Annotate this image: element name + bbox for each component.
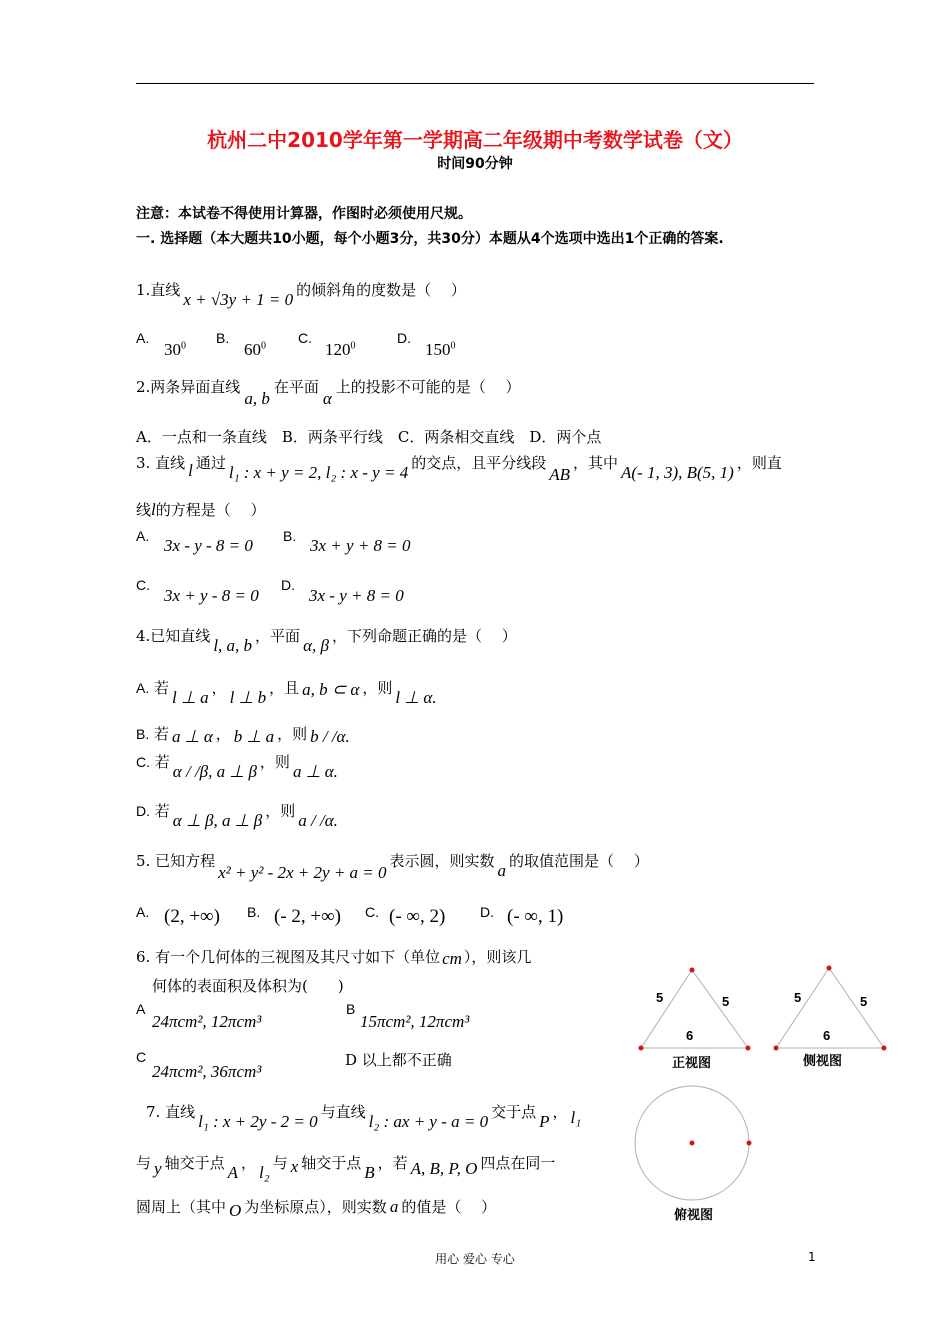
front-view-vertex — [690, 968, 695, 973]
page-subtitle: 时间90分钟 — [437, 156, 513, 172]
q1-post: 的倾斜角的度数是（ ） — [296, 281, 466, 299]
side-view — [774, 966, 887, 1070]
q3-c-label: C. — [136, 577, 150, 593]
header-rule — [136, 83, 814, 84]
q7-stem-2: 与 y 轴交于点 A ， l₂ 与 x 轴交于点 B ，若 A, B, P, O 四点在同一 — [136, 1154, 556, 1182]
q4-option-b: B. 若 a ⊥ α ， b ⊥ a ，则 b / /α. — [136, 725, 350, 746]
q4-stem: 4.已知直线 l, a, b ，平面 α, β ，下列命题正确的是（ ） — [136, 627, 517, 655]
page-number: 1 — [808, 1250, 816, 1264]
q6-a-label: A — [136, 1001, 146, 1017]
side-view-vertex — [774, 1046, 779, 1051]
q2-options: A．一点和一条直线 B．两条平行线 C．两条相交直线 D．两个点 — [136, 428, 602, 446]
q1-b-label: B. — [216, 330, 230, 346]
front-view-triangle — [641, 970, 748, 1048]
q6-c-value: 24πcm², 36πcm³ — [152, 1062, 262, 1081]
q3-a-value: 3x - y - 8 = 0 — [164, 536, 253, 555]
q6-b-label: B — [346, 1001, 356, 1017]
front-base-len: 6 — [686, 1028, 694, 1043]
q5-a-label: A. — [136, 904, 150, 920]
front-view-vertex — [746, 1046, 751, 1051]
notice: 注意：本试卷不得使用计算器，作图时必须使用尺规。 — [136, 206, 472, 222]
q6-stem: 6. 有一个几何体的三视图及其尺寸如下（单位 cm ），则该几 — [136, 948, 532, 968]
q2-ab: a, b — [244, 389, 270, 408]
q4-option-c: C. 若 α / /β, a ⊥ β ，则 a ⊥ α. — [136, 753, 338, 781]
side-view-label: 侧视图 — [803, 1054, 843, 1069]
q5-b-value: (- 2, +∞) — [274, 906, 341, 927]
front-view-vertex — [639, 1046, 644, 1051]
q3-b-value: 3x + y + 8 = 0 — [310, 536, 411, 555]
q2-alpha: α — [322, 389, 332, 408]
q1-stem — [136, 279, 466, 309]
q5-stem: 5. 已知方程x² + y² - 2x + 2y + a = 0表示圆，则实数 a 的取值范围是（ ） — [136, 852, 649, 882]
top-view-edge-point — [747, 1141, 752, 1146]
q1-d-label: D. — [397, 330, 411, 346]
q5-b-label: B. — [247, 904, 261, 920]
q4-option-d: D. 若 α ⊥ β, a ⊥ β ，则 a / /α. — [136, 802, 338, 830]
front-view-label: 正视图 — [672, 1056, 712, 1071]
q1-expr: x + √3y + 1 = 0 — [183, 290, 294, 309]
footer-center: 用心 爱心 专心 — [435, 1252, 515, 1266]
top-view — [635, 1086, 752, 1223]
q6-stem-2: 何体的表面积及体积为( ) — [152, 977, 344, 995]
q1-pre: 1.直线 — [136, 281, 181, 299]
side-view-vertex — [827, 966, 832, 971]
q7-stem-3: 圆周上（其中 O 为坐标原点），则实数 a 的值是（ ） — [136, 1197, 497, 1220]
q5-d-value: (- ∞, 1) — [507, 906, 564, 927]
side-base-len: 6 — [823, 1028, 831, 1043]
q5-a-value: (2, +∞) — [164, 906, 220, 927]
q3-d-value: 3x - y + 8 = 0 — [309, 586, 404, 605]
q1-d-value: $150^0$ — [425, 340, 456, 359]
q7-stem: 7. 直线 l₁ : x + 2y - 2 = 0 与直线 l₂ : ax + y - a = 0 交于点 P ， l₁ — [146, 1103, 582, 1131]
three-view-figures — [630, 960, 900, 1230]
q5-c-value: (- ∞, 2) — [389, 906, 446, 927]
q6-a-value: 24πcm², 12πcm³ — [152, 1012, 262, 1031]
q3-stem-2: 线l的方程是（ ） — [136, 500, 266, 519]
q3-b-label: B. — [283, 528, 297, 544]
front-view — [639, 968, 751, 1072]
q4-option-a: A. 若 l ⊥ a ， l ⊥ b ，且 a, b ⊂ α ，则 l ⊥ α. — [136, 679, 437, 707]
q1-c-value: $120^0$ — [325, 340, 356, 359]
page-title: 杭州二中2010学年第一学期高二年级期中考数学试卷（文） — [207, 128, 743, 152]
q1-b-value: $60^0$ — [244, 340, 266, 359]
q3-points: A(- 1, 3), B(5, 1) — [621, 463, 734, 482]
side-view-vertex — [882, 1046, 887, 1051]
section-heading: 一. 选择题（本大题共10小题，每个小题3分，共30分）本题从4个选项中选出1个正确的答案. — [136, 231, 724, 247]
q1-c-label: C. — [298, 330, 312, 346]
front-left-len: 5 — [656, 990, 664, 1005]
q6-d-option: D 以上都不正确 — [345, 1051, 452, 1069]
q5-d-label: D. — [480, 904, 494, 920]
q6-c-label: C — [136, 1049, 147, 1065]
top-view-label: 俯视图 — [674, 1208, 714, 1223]
q3-stem: 3. 直线 l 通过 l₁ : x + y = 2, l₂ : x - y = 4 的交点，且平分线段AB，其中 A(- 1, 3), B(5, 1) ，则直 — [136, 454, 782, 484]
q1-a-value: $30^0$ — [164, 340, 186, 359]
q2-stem: 2.两条异面直线a, b在平面α上的投影不可能的是（ ） — [136, 378, 521, 408]
q5-c-label: C. — [365, 904, 379, 920]
front-right-len: 5 — [722, 994, 730, 1009]
q3-a-label: A. — [136, 528, 150, 544]
q3-lines: l₁ : x + y = 2, l₂ : x - y = 4 — [228, 463, 409, 482]
q1-a-label: A. — [136, 330, 150, 346]
q3-d-label: D. — [281, 577, 295, 593]
q3-c-value: 3x + y - 8 = 0 — [164, 586, 259, 605]
top-view-center — [690, 1141, 695, 1146]
side-left-len: 5 — [794, 990, 802, 1005]
side-right-len: 5 — [860, 994, 868, 1009]
q6-b-value: 15πcm², 12πcm³ — [360, 1012, 470, 1031]
